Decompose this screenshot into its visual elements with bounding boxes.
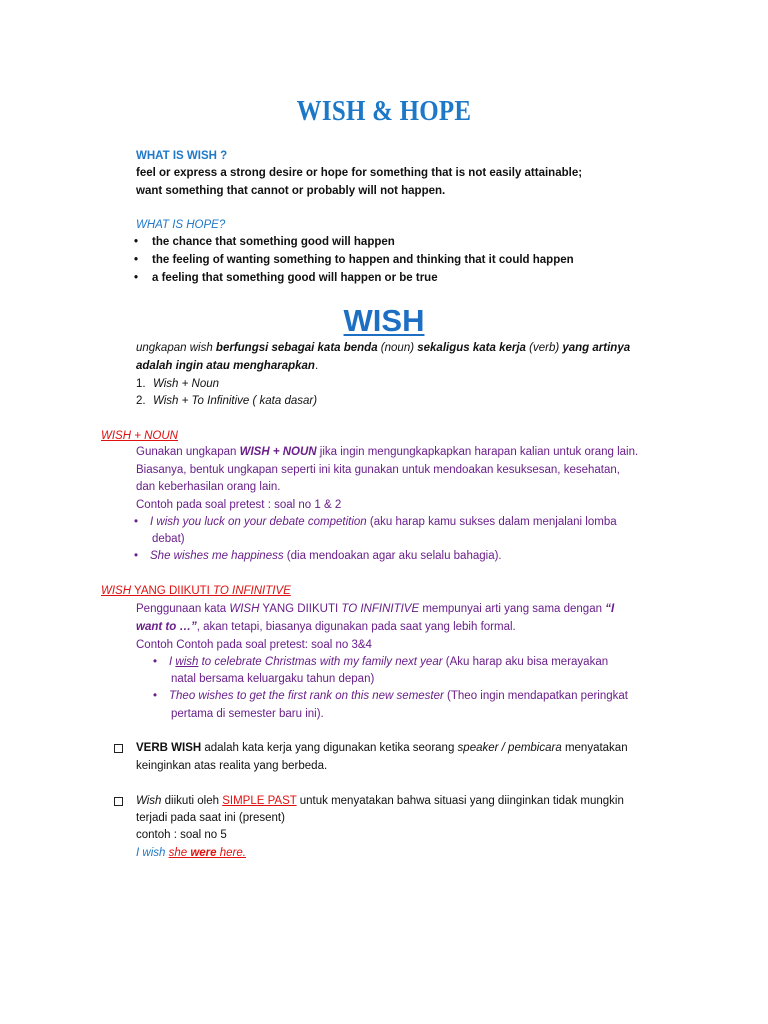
bullet-icon: • <box>153 656 158 668</box>
wish-intro-line-1: ungkapan wish berfungsi sebagai kata benda (noun) sekaligus kata kerja (verb) yang artinya <box>136 342 631 354</box>
wish-form-item: 1. Wish + Noun <box>136 378 220 390</box>
bullet-icon: • <box>134 550 139 562</box>
wish-infinitive-example: • I wish to celebrate Christmas with my family next year (Aku harap aku bisa merayakan <box>153 656 609 668</box>
wish-infinitive-example: • Theo wishes to get the first rank on this new semester (Theo ingin mendapatkan peringkat <box>153 690 628 702</box>
what-is-wish-heading: WHAT IS WISH ? <box>136 150 228 162</box>
wish-definition-line-2: want something that cannot or probably will not happen. <box>136 185 446 197</box>
wish-noun-example: • I wish you luck on your debate competition (aku harap kamu sukses dalam menjalani lomba <box>134 516 617 528</box>
bullet-icon: • <box>134 516 139 528</box>
wish-infinitive-example-cont: pertama di semester baru ini). <box>171 708 324 720</box>
wish-noun-line-2: Biasanya, bentuk ungkapan seperti ini kita gunakan untuk mendoakan kesuksesan, kesehatan, <box>136 464 620 476</box>
wish-infinitive-line-2: want to …”, akan tetapi, biasanya digunakan pada saat yang lebih formal. <box>136 621 516 633</box>
wish-noun-line-3: dan keberhasilan orang lain. <box>136 481 281 493</box>
checkbox-square-icon <box>114 744 123 753</box>
hope-item: • a feeling that something good will happen or be true <box>134 272 438 284</box>
wish-infinitive-line-1: Penggunaan kata WISH YANG DIIKUTI TO INFINITIVE mempunyai arti yang sama dengan “I <box>136 603 615 615</box>
wish-infinitive-example-cont: natal bersama keluargaku tahun depan) <box>171 673 375 685</box>
wish-noun-example: • She wishes me happiness (dia mendoakan agar aku selalu bahagia). <box>134 550 502 562</box>
what-is-hope-heading: WHAT IS HOPE? <box>136 219 226 231</box>
bullet-icon: • <box>134 254 139 266</box>
simple-past-line-1: Wish diikuti oleh SIMPLE PAST untuk menyatakan bahwa situasi yang diinginkan tidak mungkin <box>136 795 624 807</box>
bullet-icon: • <box>134 236 139 248</box>
wish-infinitive-example-ref: Contoh Contoh pada soal pretest: soal no 3&4 <box>136 639 372 651</box>
simple-past-line-2: terjadi pada saat ini (present) <box>136 812 285 824</box>
wish-infinitive-heading: WISH YANG DIIKUTI TO INFINITIVE <box>101 585 291 597</box>
simple-past-example-ref: contoh : soal no 5 <box>136 829 227 841</box>
wish-noun-heading: WISH + NOUN <box>101 430 178 442</box>
wish-definition-line-1: feel or express a strong desire or hope for something that is not easily attainable; <box>136 167 583 179</box>
verb-wish-line-1: VERB WISH adalah kata kerja yang digunakan ketika seorang speaker / pembicara menyatakan <box>136 742 628 754</box>
wish-form-item: 2. Wish + To Infinitive ( kata dasar) <box>136 395 318 407</box>
hope-item: • the feeling of wanting something to happen and thinking that it could happen <box>134 254 574 266</box>
wish-section-heading: WISH <box>343 303 425 338</box>
page-title: WISH & HOPE <box>296 95 472 127</box>
wish-intro-line-2: adalah ingin atau mengharapkan. <box>136 360 319 372</box>
wish-noun-line-1: Gunakan ungkapan WISH + NOUN jika ingin mengungkapkapkan harapan kalian untuk orang lain. <box>136 446 639 458</box>
simple-past-example: I wish she were here. <box>136 847 246 859</box>
hope-item: • the chance that something good will happen <box>134 236 395 248</box>
bullet-icon: • <box>134 272 139 284</box>
wish-noun-example-cont: debat) <box>152 533 185 545</box>
wish-noun-example-ref: Contoh pada soal pretest : soal no 1 & 2 <box>136 499 342 511</box>
bullet-icon: • <box>153 690 158 702</box>
verb-wish-line-2: keinginkan atas realita yang berbeda. <box>136 760 328 772</box>
checkbox-square-icon <box>114 797 123 806</box>
